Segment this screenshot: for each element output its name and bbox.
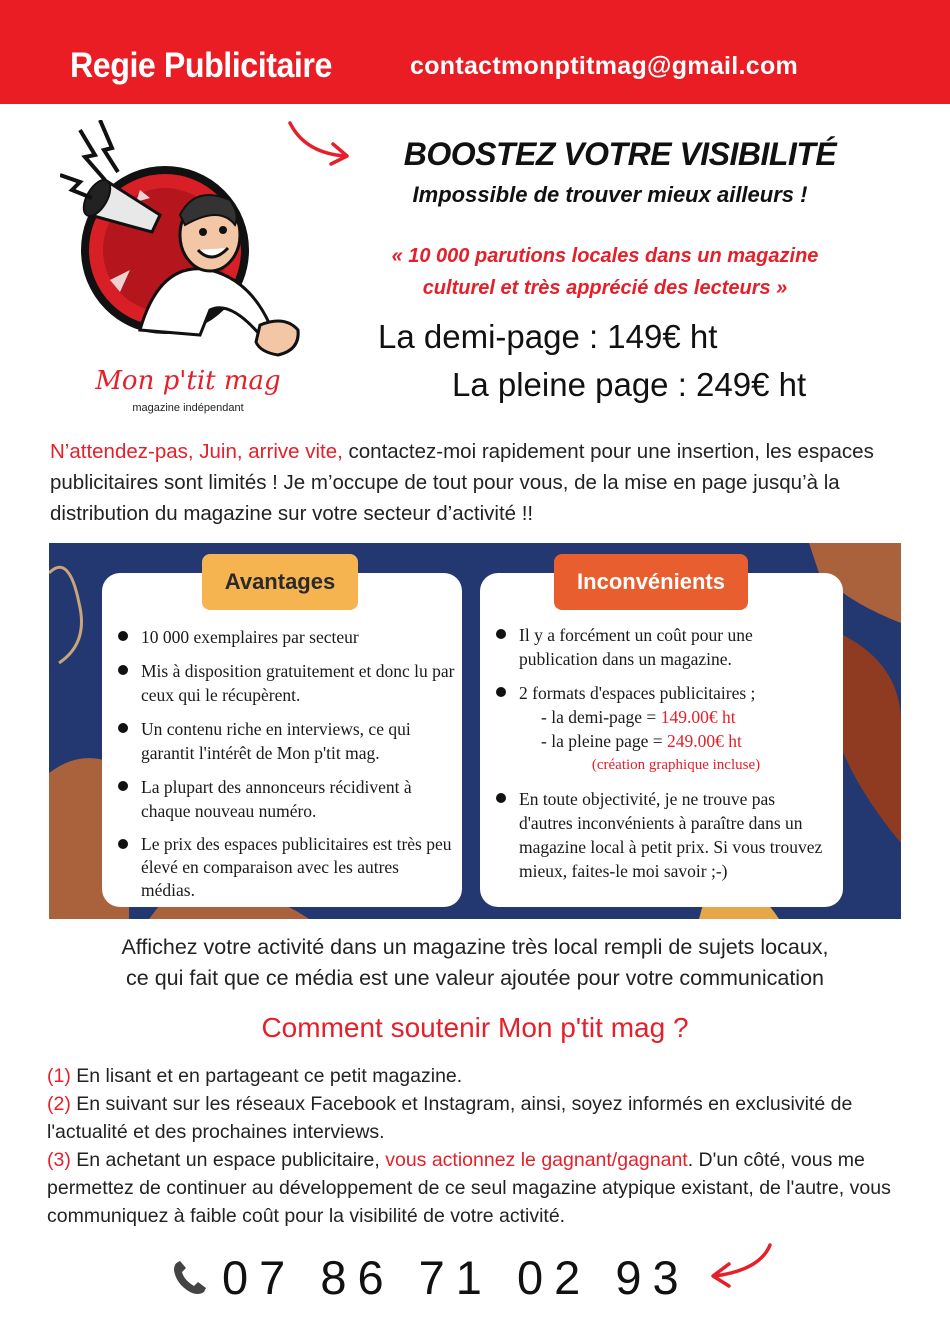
phone-number[interactable]: 07 86 71 02 93 <box>222 1251 690 1304</box>
half-page-price-line: - la demi-page = 149.00€ ht <box>541 707 736 727</box>
support-title: Comment soutenir Mon p'tit mag ? <box>261 1012 689 1043</box>
support-item-2: (2) En suivant sur les réseaux Facebook et Instagram, ainsi, soyez informés en exclusivité de l'actualité et des prochaines interviews. <box>47 1093 853 1143</box>
intro-text: contactez-moi rapidement pour une insertion, les espaces publicitaires sont limités ! Je m’occupe de tout pour vous, de la mise en page jusqu’à la distribution du magazine sur votre secteur d’activité !! <box>50 440 874 525</box>
pros-cons-panel <box>49 543 901 919</box>
intro-paragraph <box>50 436 930 529</box>
header-title: Regie Publicitaire <box>70 46 332 85</box>
logo-name: Mon p'tit mag <box>95 366 281 396</box>
visibility-pitch <box>30 932 920 994</box>
arrow-icon <box>285 118 355 168</box>
visibility-pitch-line-2: ce qui fait que ce média est une valeur ajoutée pour votre communication <box>126 966 824 990</box>
design-included-note: (création graphique incluse) <box>591 757 761 773</box>
disadvantages-list <box>493 623 833 893</box>
list-item: La plupart des annonceurs récidivent à chaque nouveau numéro. <box>115 775 455 823</box>
support-list <box>47 1062 927 1230</box>
list-item: Le prix des espaces publicitaires est très peu élevé en comparaison avec les autres médias. <box>115 833 455 902</box>
disadvantages-title: Inconvénients <box>554 554 748 610</box>
contact-email[interactable]: contactmonptitmag@gmail.com <box>410 52 799 80</box>
support-item-3: (3) En achetant un espace publicitaire, vous actionnez le gagnant/gagnant. D'un côté, vous me permettez de continuer au développement de ce seul magazine atypique existant, de l'autre, vous communiquez à faible coût pour la visibilité de votre activité. <box>47 1149 891 1227</box>
list-item: Mis à disposition gratuitement et donc lu par ceux qui le récupèrent. <box>115 659 455 707</box>
list-item: 10 000 exemplaires par secteur <box>115 625 455 649</box>
list-item: En toute objectivité, je ne trouve pas d'autres inconvénients à paraître dans un magazine local à petit prix. Si vous trouvez mieux, faites-le moi savoir ;-) <box>493 787 833 883</box>
support-item-1: (1) En lisant et en partageant ce petit magazine. <box>47 1065 463 1087</box>
list-item: Il y a forcément un coût pour une publication dans un magazine. <box>493 623 833 671</box>
headline: BOOSTEZ VOTRE VISIBILITÉ <box>403 136 837 172</box>
quote-line-1: « 10 000 parutions locales dans un magazine <box>391 245 819 267</box>
logo-subtitle: magazine indépendant <box>132 402 244 414</box>
arrow-icon <box>705 1240 775 1290</box>
price-half-page: La demi-page : 149€ ht <box>378 318 718 355</box>
quote-line-2: culturel et très apprécié des lecteurs » <box>422 277 788 299</box>
subheadline: Impossible de trouver mieux ailleurs ! <box>412 182 808 207</box>
advantages-list <box>115 625 455 912</box>
quote <box>335 240 875 304</box>
full-page-price-line: - la pleine page = 249.00€ ht <box>541 731 742 751</box>
intro-highlight: N’attendez-pas, Juin, arrive vite, <box>50 440 343 463</box>
header-bar <box>0 0 950 104</box>
advantages-title: Avantages <box>202 554 358 610</box>
visibility-pitch-line-1: Affichez votre activité dans un magazine très local rempli de sujets locaux, <box>121 935 829 959</box>
list-item: Un contenu riche en interviews, ce qui garantit l'intérêt de Mon p'tit mag. <box>115 717 455 765</box>
list-item: 2 formats d'espaces publicitaires ; - la demi-page = 149.00€ ht - la pleine page = 249.00€ ht (création graphique incluse) <box>493 681 833 777</box>
price-full-page: La pleine page : 249€ ht <box>452 366 807 403</box>
